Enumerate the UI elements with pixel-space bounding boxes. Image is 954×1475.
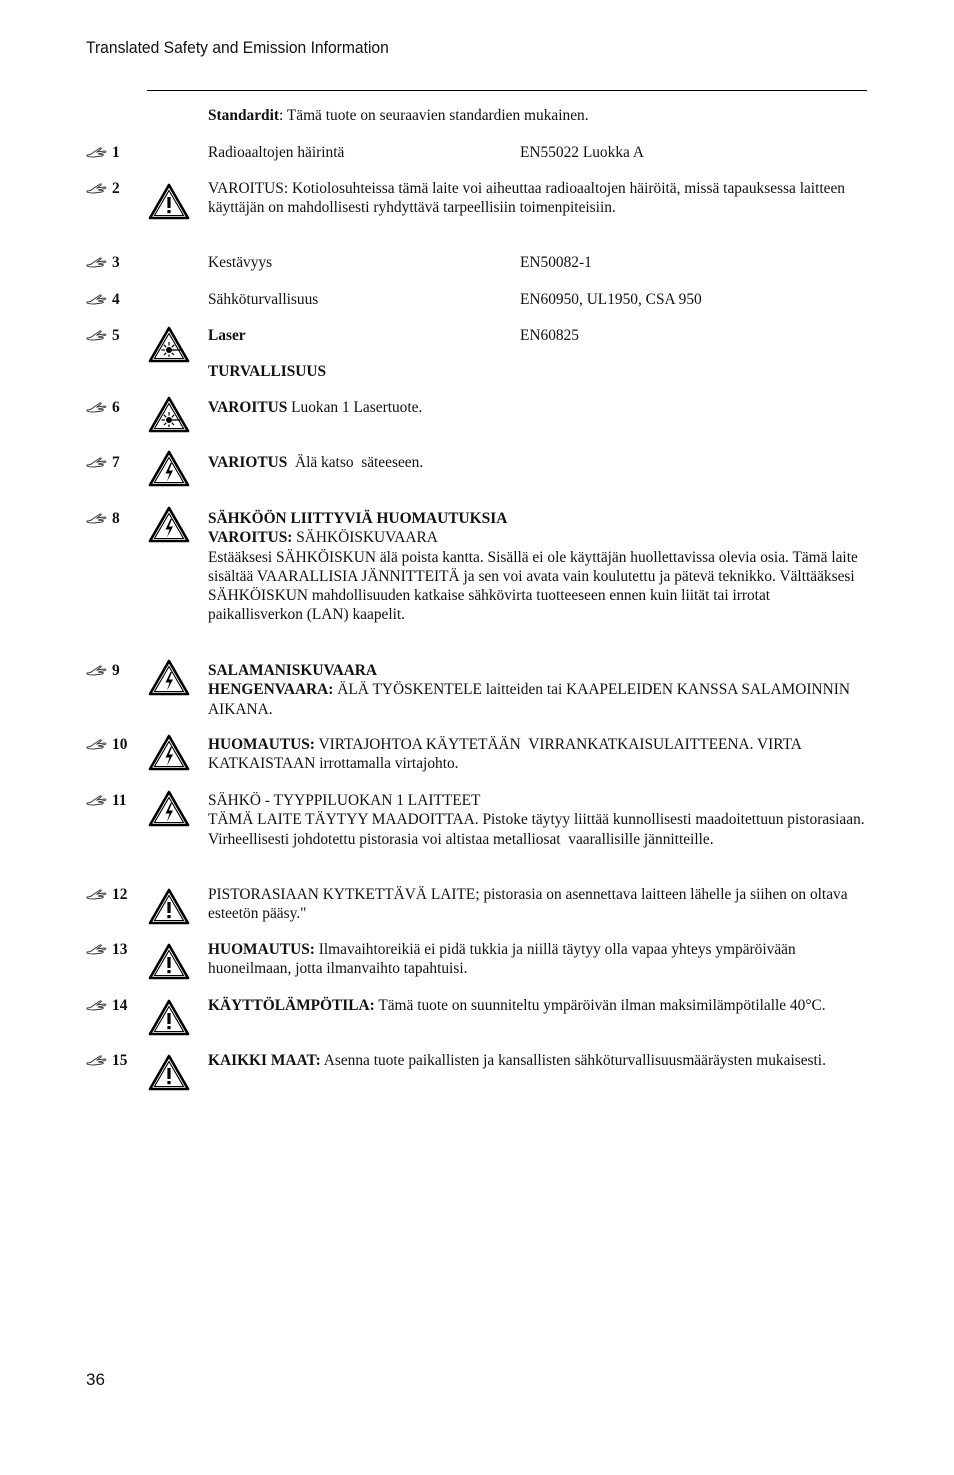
item-body: Estääksesi SÄHKÖISKUN älä poista kantta. Sisällä ei ole käyttäjän huollettavissa olevia osia. Tämä laite sisältää VAARALLISIA JÄNNITTEITÄ ja sen voi avata vain koulutettu ja pätevä teknikko. Välttääksesi SÄHKÖISKUN mahdollisuuden katkaise sähkövirta tuotteeseen ennen kuin liität tai irrotat paikallisverkon (LAN) kaapelit. xyxy=(208,548,858,624)
item-number: 10 xyxy=(112,736,128,753)
warning-icon xyxy=(148,943,190,981)
item-value: EN50082-1 xyxy=(520,254,592,271)
item-bold: KÄYTTÖLÄMPÖTILA: xyxy=(208,997,375,1014)
laser-icon xyxy=(148,396,190,434)
pointing-hand-icon xyxy=(86,146,108,158)
item-text: Älä katso säteeseen. xyxy=(287,454,424,471)
warning-icon xyxy=(148,888,190,926)
item-bold: KAIKKI MAAT: xyxy=(208,1052,321,1069)
item-text: Asenna tuote paikallisten ja kansallisten sähköturvallisuusmääräysten mukaisesti. xyxy=(320,1052,826,1069)
item-text: Tämä tuote on suunniteltu ympäröivän ilman maksimilämpötilalle 40°C. xyxy=(374,997,826,1014)
electric-shock-icon xyxy=(148,790,190,828)
electric-shock-icon xyxy=(148,659,190,697)
item-text: Ilmavaihtoreikiä ei pidä tukkia ja niillä täytyy olla vapaa yhteys ympäröivään huoneilmaan, jotta ilmanvaihto tapahtuisi. xyxy=(208,941,796,978)
item-number: 9 xyxy=(112,662,120,679)
section-heading: TURVALLISUUS xyxy=(208,363,327,380)
item-bold: HENGENVAARA: xyxy=(208,681,334,699)
item-text: TÄMÄ LAITE TÄYTYY MAADOITTAA. Pistoke täytyy liittää kunnollisesti maadoitettuun pistorasiaan. Virheellisesti johdotettu pistorasia voi altistaa metalliosat vaarallisille jännitteille. xyxy=(208,811,869,848)
pointing-hand-icon xyxy=(86,182,108,194)
intro-bold: Standardit xyxy=(208,107,279,124)
intro-text: : Tämä tuote on seuraavien standardien mukainen. xyxy=(279,107,589,124)
item-number: 15 xyxy=(112,1052,128,1069)
item-text: VAROITUS: Kotiolosuhteissa tämä laite voi aiheuttaa radioaaltojen häiröitä, missä tapauksessa laitteen käyttäjän on mahdollisesti ryhdyttävä tarpeellisiin toimenpiteisiin. xyxy=(208,180,845,217)
warning-icon xyxy=(148,183,190,221)
warning-icon xyxy=(148,1054,190,1092)
electric-shock-icon xyxy=(148,506,190,544)
electric-shock-icon xyxy=(148,734,190,772)
item-text: Luokan 1 Lasertuote. xyxy=(287,399,423,416)
pointing-hand-icon xyxy=(86,794,108,806)
item-label: Laser xyxy=(208,327,246,344)
pointing-hand-icon xyxy=(86,293,108,305)
pointing-hand-icon xyxy=(86,512,108,524)
item-value: EN55022 Luokka A xyxy=(520,144,644,161)
item-heading: SALAMANISKUVAARA xyxy=(208,662,378,679)
header-rule xyxy=(147,90,867,91)
item-heading: SÄHKÖÖN LIITTYVIÄ HUOMAUTUKSIA xyxy=(208,510,508,527)
item-value: EN60950, UL1950, CSA 950 xyxy=(520,291,702,308)
item-text: ÄLÄ TYÖSKENTELE laitteiden tai KAAPELEIDEN KANSSA SALAMOINNIN AIKANA. xyxy=(208,681,850,718)
item-number: 13 xyxy=(112,941,128,958)
item-number: 8 xyxy=(112,510,120,527)
item-value: EN60825 xyxy=(520,327,579,344)
item-label: Radioaaltojen häirintä xyxy=(208,144,345,161)
item-number: 6 xyxy=(112,399,120,416)
pointing-hand-icon xyxy=(86,256,108,268)
pointing-hand-icon xyxy=(86,999,108,1011)
item-text: VIRTAJOHTOA KÄYTETÄÄN VIRRANKATKAISULAITTEENA. VIRTA KATKAISTAAN irrottamalla virtajohto. xyxy=(208,736,805,773)
item-bold: VARIOTUS xyxy=(208,454,288,471)
item-text: PISTORASIAAN KYTKETTÄVÄ LAITE; pistorasia on asennettava laitteen lähelle ja siihen on oltava esteetön pääsy." xyxy=(208,886,848,923)
pointing-hand-icon xyxy=(86,329,108,341)
pointing-hand-icon xyxy=(86,888,108,900)
item-number: 14 xyxy=(112,997,128,1014)
item-bold: HUOMAUTUS: xyxy=(208,941,315,958)
pointing-hand-icon xyxy=(86,943,108,955)
item-number: 7 xyxy=(112,454,120,471)
laser-icon xyxy=(148,326,190,364)
item-number: 12 xyxy=(112,886,128,903)
electric-shock-icon xyxy=(148,450,190,488)
pointing-hand-icon xyxy=(86,401,108,413)
pointing-hand-icon xyxy=(86,456,108,468)
pointing-hand-icon xyxy=(86,1054,108,1066)
item-bold: VAROITUS xyxy=(208,399,288,416)
item-bold: HUOMAUTUS: xyxy=(208,736,315,753)
item-number: 4 xyxy=(112,291,120,308)
item-bold: VAROITUS: xyxy=(208,529,293,547)
page-header-title: Translated Safety and Emission Information xyxy=(86,38,389,57)
item-text: SÄHKÖISKUVAARA xyxy=(292,529,438,547)
item-number: 3 xyxy=(112,254,120,271)
pointing-hand-icon xyxy=(86,664,108,676)
page-number: 36 xyxy=(86,1370,105,1389)
item-number: 1 xyxy=(112,144,120,161)
pointing-hand-icon xyxy=(86,738,108,750)
item-number: 11 xyxy=(112,792,127,809)
item-label: Sähköturvallisuus xyxy=(208,291,319,308)
item-line1: SÄHKÖ - TYYPPILUOKAN 1 LAITTEET xyxy=(208,792,481,809)
item-label: Kestävyys xyxy=(208,254,273,271)
warning-icon xyxy=(148,999,190,1037)
item-number: 2 xyxy=(112,180,120,197)
item-number: 5 xyxy=(112,327,120,344)
